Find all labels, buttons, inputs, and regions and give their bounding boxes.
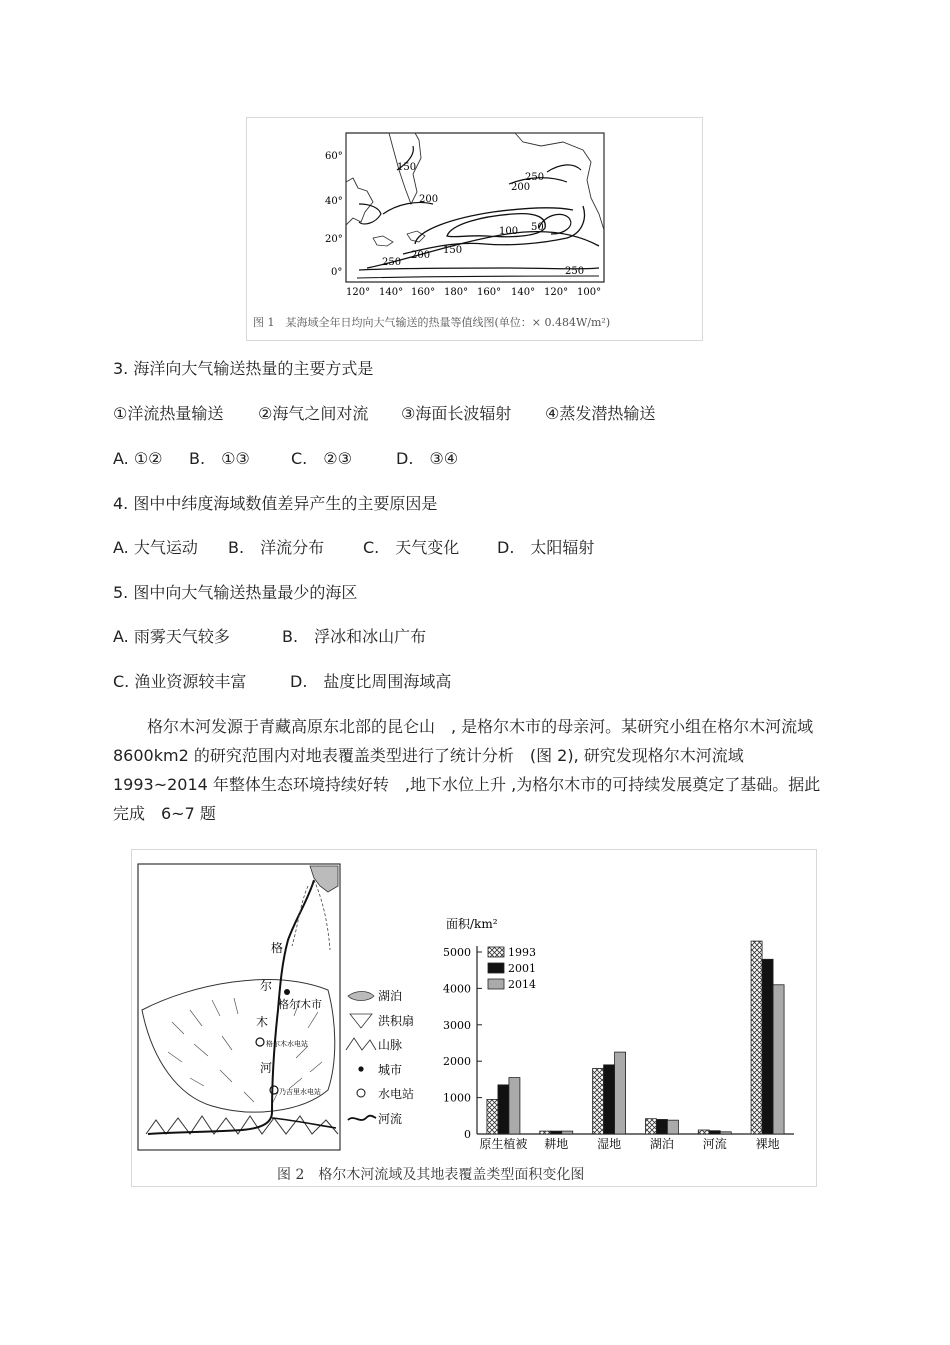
bar-2001-湿地 — [604, 1065, 615, 1134]
river-char: 木 — [256, 1015, 269, 1029]
bar-2001-裸地 — [762, 959, 773, 1134]
lon-label: 180° — [444, 287, 469, 298]
lon-label: 160° — [477, 287, 502, 298]
bar-1993-湿地 — [593, 1068, 604, 1134]
figure-2-caption: 图 2 格尔木河流域及其地表覆盖类型面积变化图 — [277, 1167, 585, 1183]
bar-2014-河流 — [720, 1132, 731, 1134]
chart-ylabel: 面积/km² — [446, 917, 498, 931]
q3-option-a: A. ①② — [113, 449, 163, 468]
lake-legend-icon — [348, 992, 374, 1001]
bar-1993-河流 — [698, 1130, 709, 1134]
figure-1-caption: 图 1 某海域全年日均向大气输送的热量等值线图(单位：× 0.484W/m²) — [253, 316, 611, 329]
legend-label: 2001 — [508, 962, 536, 975]
isoline-label: 200 — [411, 250, 431, 261]
lon-label: 140° — [511, 287, 536, 298]
asia-coast — [346, 133, 421, 225]
q4-option-b: B. 洋流分布 — [228, 538, 325, 557]
lat-label: 40° — [325, 196, 343, 207]
q5-option-a: A. 雨雾天气较多 — [113, 627, 230, 646]
bar-2001-河流 — [709, 1131, 720, 1134]
figure-2-graphic — [132, 850, 816, 1186]
station-1-label: 格尔木水电站 — [266, 1040, 308, 1048]
q5-option-b: B. 浮冰和冰山广布 — [282, 627, 427, 646]
lake-shape — [310, 866, 338, 892]
legend-label: 2014 — [508, 978, 536, 991]
lon-label: 120° — [544, 287, 569, 298]
legend-city: 城市 — [378, 1063, 403, 1077]
y-tick-label: 5000 — [443, 946, 471, 959]
isoline-label: 100 — [499, 226, 519, 237]
map-legend — [346, 988, 414, 1126]
question-4-stem: 4. 图中中纬度海域数值差异产生的主要原因是 — [113, 494, 438, 513]
river-legend-icon — [348, 1116, 376, 1120]
isoline-label: 250 — [382, 257, 402, 268]
y-tick-label: 4000 — [443, 982, 471, 996]
q3-option-c: C. ②③ — [291, 449, 352, 468]
river-char: 河 — [260, 1061, 273, 1075]
legend-lake: 湖泊 — [378, 989, 403, 1003]
category-label: 原生植被 — [479, 1137, 528, 1151]
bar-2001-湖泊 — [656, 1119, 667, 1134]
q3-item: ④蒸发潜热输送 — [545, 404, 656, 423]
isoline-label: 200 — [511, 182, 531, 193]
bar-1993-湖泊 — [645, 1119, 656, 1134]
bar-2014-原生植被 — [509, 1078, 520, 1134]
q4-option-a: A. 大气运动 — [113, 538, 198, 557]
category-label: 裸地 — [755, 1137, 780, 1151]
station-2-icon — [270, 1086, 278, 1094]
city-label: 格尔木市 — [278, 998, 322, 1011]
isoline-label: 150 — [443, 245, 463, 256]
chart-legend — [488, 946, 536, 991]
y-tick-label: 0 — [464, 1128, 471, 1141]
lon-label: 100° — [577, 287, 602, 298]
q3-item: ③海面长波辐射 — [401, 404, 512, 423]
legend-mountain: 山脉 — [378, 1038, 403, 1052]
q3-item: ②海气之间对流 — [258, 404, 369, 423]
lon-label: 140° — [379, 287, 404, 298]
passage-paragraph: 格尔木河发源于青藏高原东北部的昆仑山 , 是格尔木市的母亲河。某研究小组在格尔木河流域 8600km2 的研究范围内对地表覆盖类型进行了统计分析 (图 2), 研究发现格尔木河流域 1993~2014 年整体生态环境持续好转 ,地下水位上升 ,为格尔木市的可持续发展奠定了基础。据此完成 6~7 题 — [113, 717, 830, 823]
q3-option-b: B. ①③ — [189, 449, 250, 468]
y-tick-label: 3000 — [443, 1018, 471, 1032]
lon-label: 120° — [346, 287, 371, 298]
mountains — [146, 1116, 338, 1134]
lat-label: 20° — [325, 234, 343, 245]
bar-1993-耕地 — [540, 1131, 551, 1134]
bar-1993-原生植被 — [487, 1099, 498, 1134]
isoline-label: 250 — [565, 266, 585, 277]
q5-option-c: C. 渔业资源较丰富 — [113, 672, 247, 691]
lon-label: 160° — [411, 287, 436, 298]
question-5-stem: 5. 图中向大气输送热量最少的海区 — [113, 583, 358, 602]
fan-legend-icon — [350, 1014, 372, 1028]
bar-2014-裸地 — [773, 985, 784, 1134]
category-label: 河流 — [702, 1137, 727, 1151]
q4-option-d: D. 太阳辐射 — [497, 538, 595, 557]
isoline-label: 250 — [525, 172, 545, 183]
mountain-legend-icon — [346, 1038, 376, 1050]
bar-2001-原生植被 — [498, 1085, 509, 1134]
question-3-stem: 3. 海洋向大气输送热量的主要方式是 — [113, 359, 374, 378]
q4-option-c: C. 天气变化 — [363, 538, 460, 557]
isoline-label: 150 — [397, 162, 417, 173]
figure-2 — [131, 849, 817, 1187]
legend-swatch-1993 — [488, 947, 504, 957]
legend-station: 水电站 — [378, 1087, 415, 1101]
bar-2001-耕地 — [551, 1131, 562, 1134]
lat-label: 0° — [331, 267, 343, 278]
q3-item: ①洋流热量输送 — [113, 404, 224, 423]
isoline-label: 50 — [531, 222, 544, 233]
legend-fan: 洪积扇 — [378, 1014, 415, 1028]
q3-option-d: D. ③④ — [396, 449, 459, 468]
category-label: 湖泊 — [649, 1137, 674, 1151]
bar-2014-湖泊 — [667, 1120, 678, 1134]
city-legend-icon — [358, 1066, 363, 1071]
y-tick-label: 2000 — [443, 1055, 471, 1069]
figure-1 — [246, 117, 703, 341]
y-tick-label: 1000 — [443, 1091, 471, 1105]
legend-label: 1993 — [508, 946, 536, 959]
bar-2014-耕地 — [562, 1131, 573, 1134]
city-dot — [284, 989, 290, 995]
legend-swatch-2014 — [488, 979, 504, 989]
category-label: 耕地 — [544, 1137, 569, 1151]
legend-swatch-2001 — [488, 963, 504, 973]
figure-1-map — [247, 118, 702, 340]
station-2-label: 乃吉里水电站 — [279, 1088, 321, 1096]
bar-2014-湿地 — [615, 1052, 626, 1134]
bar-1993-裸地 — [751, 941, 762, 1134]
isoline-label: 200 — [419, 194, 439, 205]
chart-categories — [479, 1136, 779, 1151]
river-char: 尔 — [260, 979, 273, 993]
river-char: 格 — [271, 941, 284, 955]
category-label: 湿地 — [597, 1137, 622, 1151]
legend-river: 河流 — [378, 1112, 403, 1126]
station-1-icon — [256, 1038, 264, 1046]
station-legend-icon — [357, 1089, 365, 1097]
q5-option-d: D. 盐度比周围海域高 — [290, 672, 452, 691]
lat-label: 60° — [325, 151, 343, 162]
